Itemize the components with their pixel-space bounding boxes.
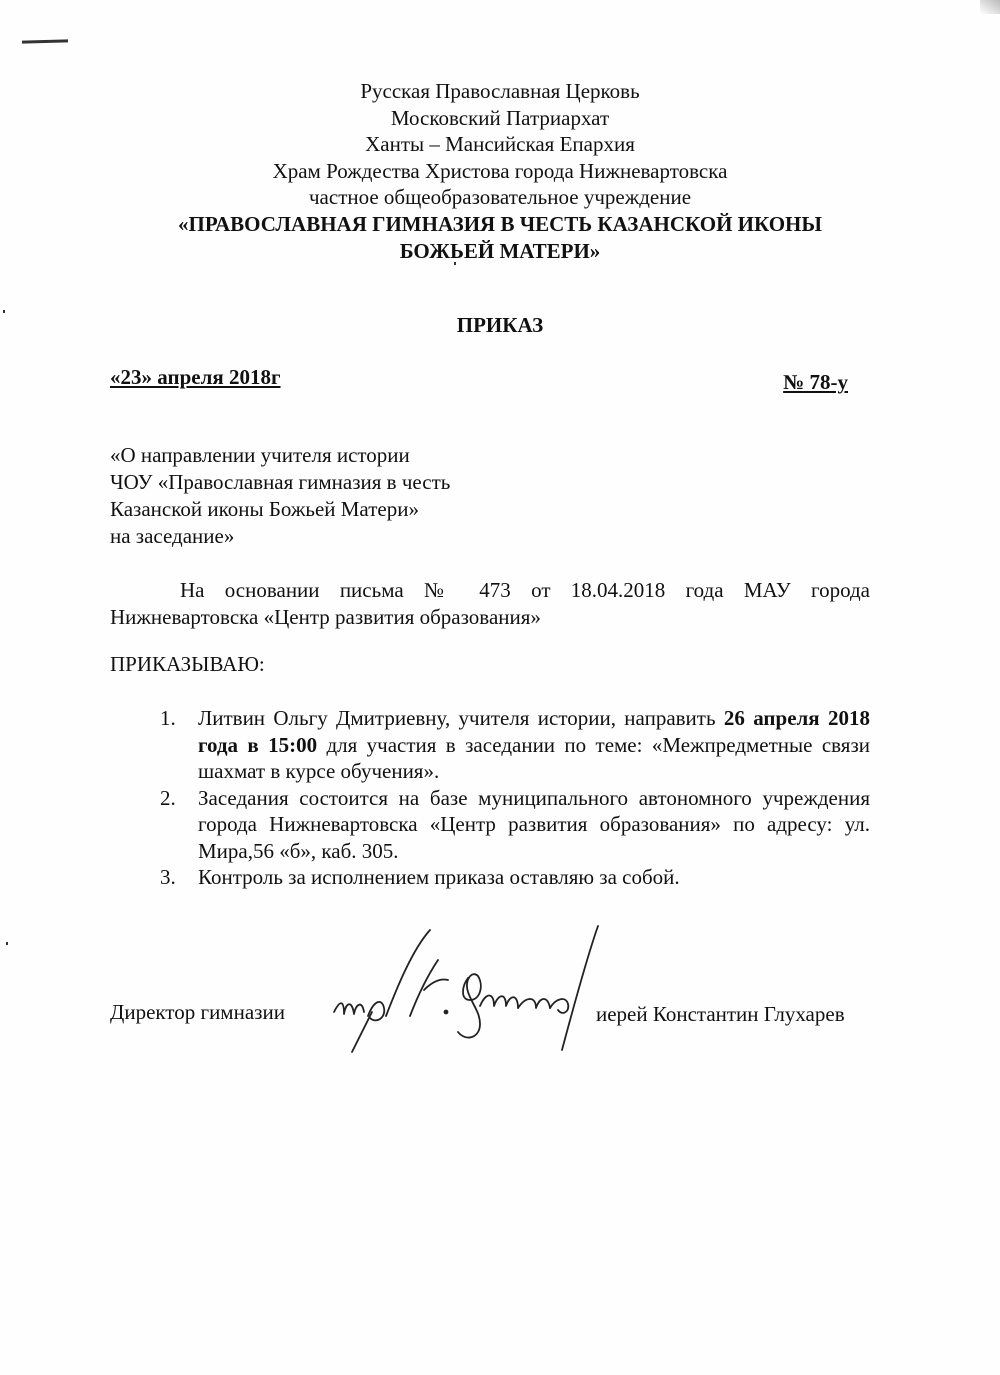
- subject-line-2: ЧОУ «Православная гимназия в честь: [110, 470, 451, 494]
- scan-speck: [6, 942, 8, 945]
- subject-line-3: Казанской иконы Божьей Матери»: [110, 497, 419, 521]
- header-institution-name-1: «ПРАВОСЛАВНАЯ ГИМНАЗИЯ В ЧЕСТЬ КАЗАНСКОЙ ИКОНЫ: [178, 211, 822, 236]
- header-institution-name-2: БОЖЬЕЙ МАТЕРИ»: [399, 238, 601, 263]
- scan-speck: [3, 310, 5, 313]
- basis-paragraph: На основании письма № 473 от 18.04.2018 года МАУ города Нижневартовска «Центр развития образования»: [110, 578, 870, 629]
- document-header: [100, 78, 900, 265]
- document-subject: [110, 442, 450, 550]
- header-line-eparchy: Ханты – Мансийская Епархия: [365, 132, 635, 156]
- order-item-text: Контроль за исполнением приказа оставляю за собой.: [198, 865, 680, 889]
- subject-line-1: «О направлении учителя истории: [110, 443, 410, 467]
- signer-name: иерей Константин Глухарев: [596, 1002, 845, 1026]
- order-item-bold-text: 26 апреля 2018 года в 15:00: [198, 706, 870, 757]
- order-item-text: Литвин Ольгу Дмитриевну, учителя истории, направить: [198, 706, 724, 730]
- order-item-text-after: для участия в заседании по теме: «Межпредметные связи шахмат в курсе обучения».: [198, 732, 870, 783]
- scan-speck: [454, 262, 456, 265]
- header-line-temple: Храм Рождества Христова города Нижневартовска: [272, 158, 728, 183]
- scan-mark: [22, 39, 68, 43]
- header-line-patriarchate: Московский Патриархат: [390, 105, 610, 130]
- order-item-text: Заседания состоится на базе муниципального автономного учреждения города Нижневартовска «Центр развития образования» по адресу: ул. Мира,56 «б», каб. 305.: [198, 785, 870, 863]
- header-line-church: Русская Православная Церковь: [360, 79, 640, 103]
- document-date: «23» апреля 2018г: [110, 365, 281, 389]
- order-item: [160, 785, 870, 865]
- order-word: ПРИКАЗЫВАЮ:: [110, 652, 265, 676]
- scan-corner-shadow: [980, 0, 1000, 14]
- order-item: [160, 864, 870, 891]
- order-item-number: 3.: [160, 865, 176, 889]
- order-item: [160, 705, 870, 785]
- director-position-label: Директор гимназии: [110, 1000, 285, 1024]
- subject-line-4: на заседание»: [110, 524, 235, 548]
- document-title: ПРИКАЗ: [456, 313, 544, 337]
- document-number: № 78-у: [783, 370, 848, 394]
- header-line-institution-type: частное общеобразовательное учреждение: [308, 185, 692, 209]
- order-item-number: 1.: [160, 706, 176, 730]
- order-items-list: [160, 705, 870, 891]
- handwritten-signature: [330, 920, 600, 1060]
- order-item-number: 2.: [160, 785, 176, 810]
